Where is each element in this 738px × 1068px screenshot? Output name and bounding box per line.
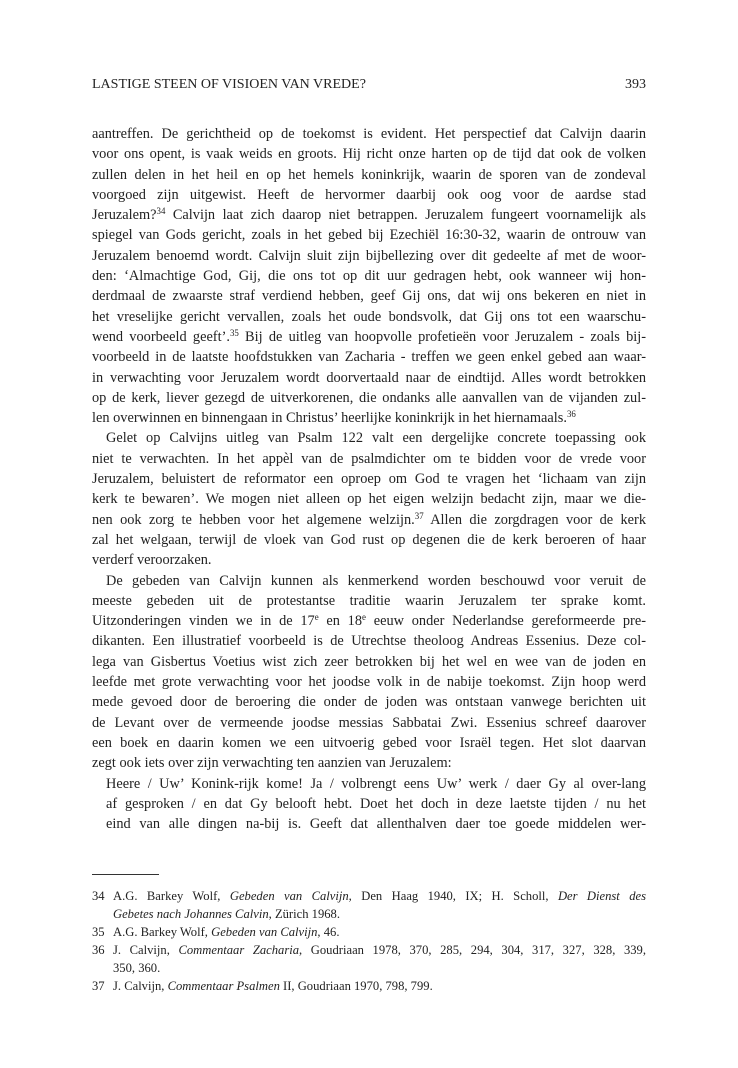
footnotes (92, 887, 646, 995)
text-run: aantreffen. De gerichtheid op de toekomst is evident. Het perspectief dat Calvijn daarin (92, 126, 646, 142)
text-run: het vreselijke gericht vervallen, zoals het oude bondsvolk, dat Gij ons tot een waarschu- (92, 308, 646, 325)
citation-text: , 46. (317, 925, 340, 939)
text-run: zegt ook iets over zijn verwachting ten aanzien van Jeruzalem: (92, 755, 452, 772)
text-line (92, 408, 646, 428)
citation-title: Commentaar Psalmen (167, 979, 280, 993)
text-run: spiegel van Gods gericht, zoals in het gebed bij Ezechiël 16:30-32, waarin de ontrouw van (92, 227, 646, 244)
citation-text: , Zürich 1968. (268, 907, 340, 921)
quote-line (92, 794, 646, 814)
text-run: voorgoed zijn uitgewist. Heeft de hervormer daarbij ook oog voor de aardse stad (92, 186, 646, 203)
text-run: af gesproken / en dat Gy belooft hebt. Doet het doch in deze laetste tijden / nu het (106, 795, 646, 812)
text-line (92, 469, 646, 489)
text-run: eeuw onder Nederlandse gereformeerde pre- (365, 613, 646, 630)
text-run: meeste gebeden uit de protestantse traditie waarin Jeruzalem ter sprake komt. (92, 592, 646, 609)
text-run: kerk te bewaren’. We mogen niet alleen op het eigen welzijn bedacht zijn, maar we die- (92, 491, 646, 508)
text-line (92, 124, 646, 144)
running-title: LASTIGE STEEN OF VISIOEN VAN VREDE? (92, 77, 366, 92)
text-line (92, 165, 646, 185)
text-line (92, 246, 646, 266)
text-line (92, 733, 646, 753)
text-line (92, 652, 646, 672)
text-line (92, 672, 646, 692)
text-run: Jeruzalem, beluistert de reformator een oproep om God te vragen het ‘lichaam van zijn (92, 471, 646, 488)
text-run: Allen die zorgdragen voor de kerk (423, 511, 646, 528)
text-line (92, 449, 646, 469)
text-line (92, 144, 646, 164)
text-run: Jeruzalem benoemd wordt. Calvijn sluit zijn bijbellezing over dit gedeelte af met de woor- (92, 247, 646, 264)
footnote-number: 37 (92, 979, 105, 993)
text-run: en 18 (318, 613, 363, 630)
text-run: de Levant over de vermeende joodse messias Sabbatai Zwi. Essenius schreef daarover (92, 714, 646, 731)
text-run: derdmaal de zwaarste straf verdiend hebben, geef Gij ons, dat wij ons bekeren en niet in (92, 288, 646, 305)
text-run: eind van alle dingen na-bij is. Geeft dat allenthalven daer toe goede middelen wer- (106, 816, 646, 833)
citation-text: II, Goudriaan 1970, 798, 799. (279, 979, 433, 993)
footnote-ref: 37 (414, 510, 424, 521)
text-run: Calvijn laat zich daarop niet betrappen. Jeruzalem fungeert voornamelijk als (165, 207, 646, 224)
footnote-number: 35 (92, 925, 105, 939)
text-run: op de kerk, liever gezegd de uitverkorenen, die ondanks alle aanvallen van de vijanden zul- (92, 389, 646, 406)
citation-text: Den Haag 1940, IX; H. Scholl, (351, 889, 558, 903)
text-line (92, 510, 646, 530)
ordinal-suffix: e (314, 612, 319, 623)
text-run: verderf veroorzaken. (92, 552, 212, 569)
text-run: voor ons opent, is vaak weids en groots. Hij richt onze harten op de tijd dat ook de volken (92, 146, 646, 163)
text-line (92, 591, 646, 611)
text-run: voorbeeld in de laatste hoofdstukken van Zacharia - treffen we geen enkel gebed aan waar- (92, 349, 646, 366)
body-text (92, 124, 646, 834)
text-run: zal het welgaan, terwijl de vloek van God rust op degenen die de kerk beroeren of haar (92, 531, 646, 548)
text-run: zullen delen in het heil en op het hemels koninkrijk, waarin de sporen van de zondeval (92, 166, 646, 183)
footnote-ref: 36 (566, 409, 576, 420)
text-line (92, 611, 646, 631)
text-line (92, 266, 646, 286)
citation-title: Commentaar Zacharia (178, 943, 300, 957)
citation-text: A.G. Barkey Wolf, (113, 925, 212, 939)
text-line (92, 489, 646, 509)
text-run: in verwachting voor Jeruzalem wordt doorvertaald naar de eindtijd. Alles wordt betrokken (92, 369, 646, 386)
citation-title: Gebeden van Calvijn (211, 925, 318, 939)
text-line (92, 307, 646, 327)
text-run: een boek en daarin komen we een uitvoerig gebed voor Israël tegen. Het slot daarvan (92, 734, 646, 751)
footnote-line (92, 941, 646, 959)
citation-title: Gebeden van Calvijn, (229, 889, 352, 903)
text-line (92, 327, 646, 347)
text-line (92, 692, 646, 712)
footnote-number: 36 (92, 943, 105, 957)
text-line (92, 530, 646, 550)
text-run: niet te verwachten. In het appèl van de psalmdichter om te bidden voor de vrede voor (92, 450, 646, 467)
text-run: De gebeden van Calvijn kunnen als kenmerkend worden beschouwd voor veruit de (106, 572, 646, 589)
text-run: dikanten. Een illustratief voorbeeld is de Utrechtse theoloog Andreas Essenius. Deze col- (92, 633, 646, 650)
citation-text: J. Calvijn, (113, 979, 168, 993)
text-run: Bij de uitleg van hoopvolle profetieën voor Jeruzalem - zoals bij- (238, 328, 646, 345)
footnote-line (92, 977, 646, 995)
text-line (92, 713, 646, 733)
text-line (92, 753, 646, 773)
text-run: len overwinnen en binnengaan in Christus’ heerlijke koninkrijk in het hiernamaals. (92, 410, 567, 427)
citation-text: A.G. Barkey Wolf, (113, 889, 230, 903)
text-run: wend voorbeeld geeft’. (92, 328, 230, 345)
text-run: Uitzonderingen vinden we in de 17 (92, 613, 315, 630)
text-run: leefde met grote verwachting voor het joodse volk in de nabije toekomst. Zijn hoop werd (92, 674, 646, 691)
text-run: nen ook zorg te hebben voor het algemene welzijn. (92, 511, 415, 528)
text-line (92, 631, 646, 651)
text-run: Gelet op Calvijns uitleg van Psalm 122 valt een dergelijke concrete toepassing ook (106, 430, 646, 447)
text-run: den: ‘Almachtige God, Gij, die ons tot op dit uur gedragen hebt, ook wanneer wij hon- (92, 268, 646, 285)
ordinal-suffix: e (362, 612, 366, 623)
text-run: Jeruzalem? (92, 207, 157, 224)
text-line (92, 185, 646, 205)
citation-title: Gebetes nach Johannes Calvin (113, 907, 269, 921)
text-line (92, 205, 646, 225)
footnote-line (92, 887, 646, 905)
citation-text: 350, 360. (113, 961, 161, 975)
text-run: mede gevoed door de beroering die onder de joden was ontstaan vanwege berichten uit (92, 694, 646, 711)
citation-text: , Goudriaan 1978, 370, 285, 294, 304, 317, 327, 328, 339, (299, 943, 647, 957)
footnote-line (92, 959, 646, 977)
text-line (92, 428, 646, 448)
text-run: lega van Gisbertus Voetius wist zich zeer betrokken bij het wel en wee van de joden en (92, 653, 646, 670)
footnote-number: 34 (92, 889, 105, 903)
text-line (92, 388, 646, 408)
footnote-line (92, 905, 646, 923)
footnote-line (92, 923, 646, 941)
text-line (92, 347, 646, 367)
text-run: Heere / Uw’ Konink-rijk kome! Ja / volbrengt eens Uw’ werk / daer Gy al over-lang (106, 775, 646, 792)
citation-text: J. Calvijn, (113, 943, 179, 957)
text-line (92, 286, 646, 306)
text-line (92, 550, 646, 570)
citation-title: Der Dienst des (557, 889, 646, 903)
text-line (92, 225, 646, 245)
quote-line (92, 814, 646, 834)
footnote-separator (92, 874, 159, 875)
text-line (92, 368, 646, 388)
text-line (92, 571, 646, 591)
quote-line (92, 774, 646, 794)
footnote-ref: 34 (156, 206, 166, 217)
footnote-ref: 35 (229, 328, 239, 339)
page-number: 393 (625, 77, 646, 92)
